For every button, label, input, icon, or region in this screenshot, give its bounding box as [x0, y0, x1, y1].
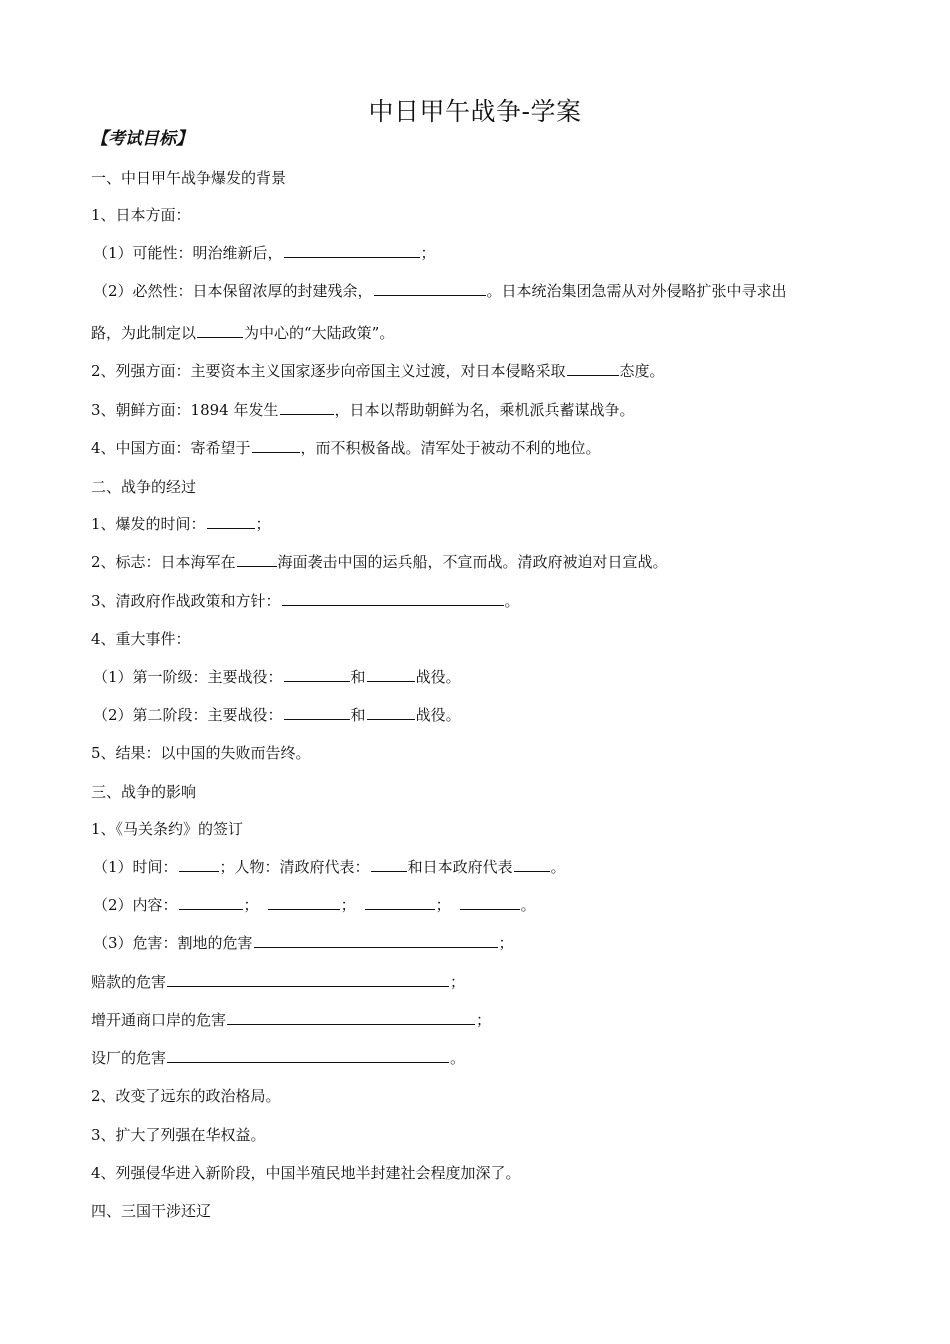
and-text: 和	[350, 706, 366, 724]
necessity-text: 。日本统治集团急需从对外侵略扩张中寻求出	[486, 282, 787, 300]
china-text: 4、中国方面：寄希望于	[91, 439, 251, 457]
fill-blank[interactable]	[179, 894, 243, 910]
necessity-cont-text: 路，为此制定以	[91, 324, 197, 342]
item-strategy	[91, 590, 520, 612]
item-harm-land	[93, 932, 514, 954]
fill-blank[interactable]	[367, 666, 415, 682]
item-sign	[91, 551, 668, 573]
fill-blank[interactable]	[284, 242, 420, 258]
punct: ；	[243, 896, 259, 914]
document-title: 中日甲午战争-学案	[368, 97, 582, 126]
harm-ports-label: 增开通商口岸的危害	[91, 1011, 227, 1029]
strategy-label: 3、清政府作战政策和方针：	[91, 592, 281, 610]
item-treaty: 1、《马关条约》的签订	[91, 820, 244, 838]
fill-blank[interactable]	[282, 590, 504, 606]
punct: ；	[255, 515, 271, 533]
punct: ；	[450, 973, 466, 991]
stage-1-label: （1）第一阶级：主要战役：	[93, 668, 283, 686]
item-harm-indemnity	[91, 971, 465, 993]
fill-blank[interactable]	[284, 704, 350, 720]
item-harm-ports	[91, 1009, 491, 1031]
punct: 。	[504, 592, 520, 610]
section-3-heading: 三、战争的影响	[91, 783, 197, 801]
item-stage-1	[93, 666, 461, 688]
fill-blank[interactable]	[254, 932, 498, 948]
punct: ；	[498, 934, 514, 952]
item-stage-2	[93, 704, 461, 726]
item-necessity-cont	[91, 322, 394, 344]
fill-blank[interactable]	[374, 280, 486, 296]
item-new-stage: 4、列强侵华进入新阶段，中国半殖民地半封建社会程度加深了。	[91, 1164, 521, 1182]
fill-blank[interactable]	[227, 1009, 475, 1025]
powers-end: 态度。	[619, 362, 665, 380]
fill-blank[interactable]	[167, 1047, 449, 1063]
section-1-heading: 一、中日甲午战争爆发的背景	[91, 169, 287, 187]
item-japan: 1、日本方面：	[91, 206, 191, 224]
punct: ；	[420, 244, 436, 262]
fill-blank[interactable]	[514, 856, 550, 872]
harm-land-label: （3）危害：割地的危害	[93, 934, 253, 952]
fill-blank[interactable]	[179, 856, 219, 872]
punct: ；	[435, 896, 451, 914]
korea-text: 3、朝鲜方面：1894 年发生	[91, 401, 279, 419]
item-far-east: 2、改变了远东的政治格局。	[91, 1087, 281, 1105]
content-label: （2）内容：	[93, 896, 178, 914]
fill-blank[interactable]	[367, 704, 415, 720]
harm-indemnity-label: 赔款的危害	[91, 973, 167, 991]
punct: ；	[476, 1011, 492, 1029]
outbreak-time-label: 1、爆发的时间：	[91, 515, 206, 533]
and-text: 和	[350, 668, 366, 686]
item-korea	[91, 399, 635, 421]
section-4-heading: 四、三国干涉还辽	[91, 1202, 212, 1220]
item-outbreak-time	[91, 513, 271, 535]
fill-blank[interactable]	[167, 971, 449, 987]
fill-blank[interactable]	[567, 360, 619, 376]
item-necessity	[93, 280, 787, 302]
item-china	[91, 437, 601, 459]
fill-blank[interactable]	[371, 856, 407, 872]
fill-blank[interactable]	[207, 513, 255, 529]
fill-blank[interactable]	[268, 894, 340, 910]
possibility-label: （1）可能性：明治维新后，	[93, 244, 283, 262]
item-major-events: 4、重大事件：	[91, 630, 191, 648]
harm-factories-label: 设厂的危害	[91, 1049, 167, 1067]
china-end: ，而不积极备战。清军处于被动不利的地位。	[300, 439, 601, 457]
fill-blank[interactable]	[197, 322, 243, 338]
stage-2-label: （2）第二阶段：主要战役：	[93, 706, 283, 724]
punct: 。	[450, 1049, 466, 1067]
fill-blank[interactable]	[284, 666, 350, 682]
fill-blank[interactable]	[252, 437, 300, 453]
fill-blank[interactable]	[280, 399, 334, 415]
sign-end: 海面袭击中国的运兵船，不宣而战。清政府被迫对日宣战。	[277, 553, 668, 571]
powers-text: 2、列强方面：主要资本主义国家逐步向帝国主义过渡，对日本侵略采取	[91, 362, 566, 380]
time-label: （1）时间：	[93, 858, 178, 876]
item-powers	[91, 360, 665, 382]
people-label: ；人物：清政府代表：	[219, 858, 370, 876]
fill-blank[interactable]	[237, 551, 277, 567]
item-powers-rights: 3、扩大了列强在华权益。	[91, 1126, 266, 1144]
punct: ；	[340, 896, 356, 914]
fill-blank[interactable]	[460, 894, 520, 910]
item-treaty-content	[93, 894, 536, 916]
item-result: 5、结果：以中国的失败而告终。	[91, 744, 311, 762]
item-possibility	[93, 242, 436, 264]
battle-text: 战役。	[415, 706, 461, 724]
section-2-heading: 二、战争的经过	[91, 478, 197, 496]
battle-text: 战役。	[415, 668, 461, 686]
item-harm-factories	[91, 1047, 465, 1069]
japan-rep-label: 和日本政府代表	[407, 858, 513, 876]
continent-policy-text: 为中心的“大陆政策”。	[244, 324, 395, 342]
necessity-label: （2）必然性：日本保留浓厚的封建残余，	[93, 282, 373, 300]
korea-end: ，日本以帮助朝鲜为名，乘机派兵蓄谋战争。	[334, 401, 635, 419]
fill-blank[interactable]	[365, 894, 435, 910]
punct: 。	[520, 896, 536, 914]
sign-text: 2、标志：日本海军在	[91, 553, 236, 571]
exam-goal-heading: 【考试目标】	[91, 129, 193, 149]
item-treaty-time	[93, 856, 566, 878]
punct: 。	[550, 858, 566, 876]
